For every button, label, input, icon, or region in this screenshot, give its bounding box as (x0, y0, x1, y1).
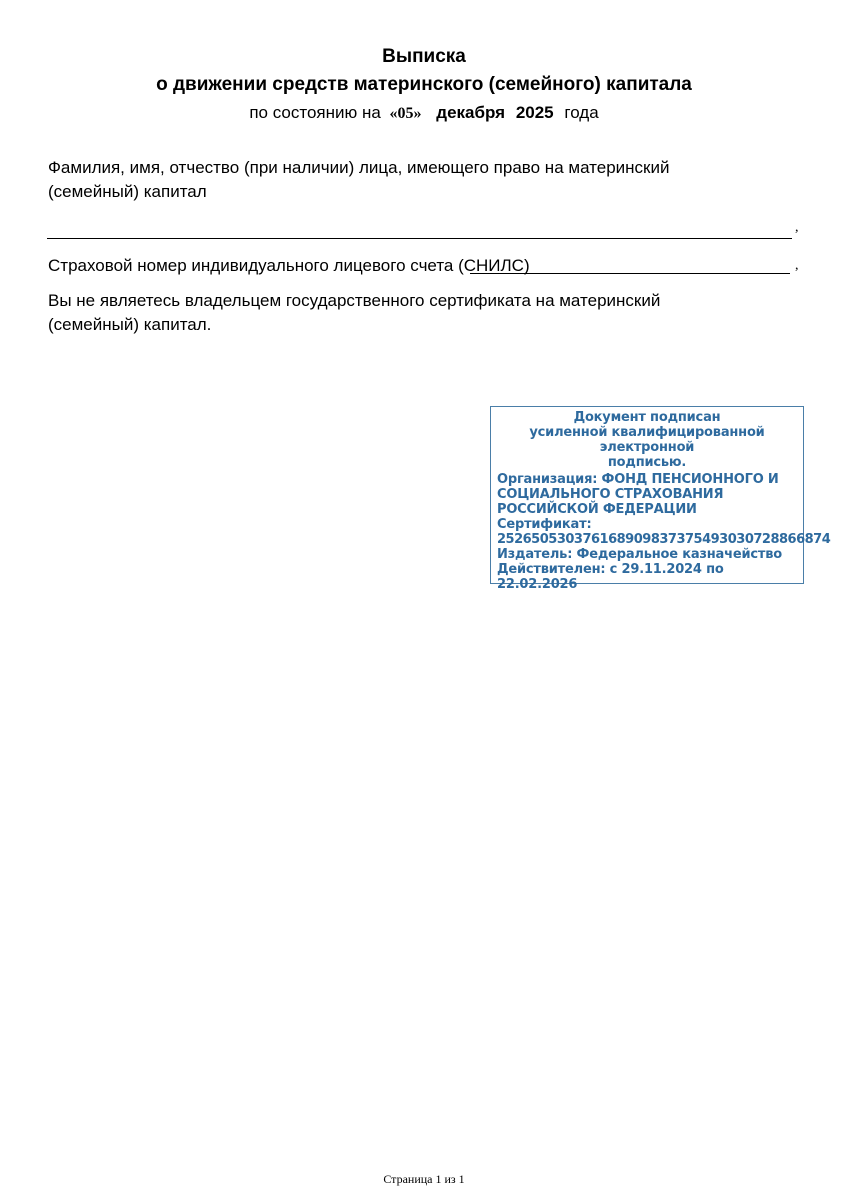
fio-field-line (47, 238, 792, 239)
document-title: Выписка (382, 46, 466, 67)
stamp-line4: подписью. (607, 455, 687, 470)
document-subtitle: о движении средств материнского (семейного) капитала (156, 74, 692, 95)
date-suffix: года (564, 103, 599, 122)
stamp-validity: Действителен: с 29.11.2024 по 22.02.2026 (497, 562, 724, 592)
date-prefix: по состоянию на (249, 103, 381, 122)
snils-label: Страховой номер индивидуального лицевого счета (СНИЛС) (48, 256, 530, 275)
date-month: декабря (436, 103, 506, 122)
certificate-status-message: Вы не являетесь владельцем государственного сертификата на материнский (семейный) капитал. (48, 291, 661, 334)
fio-comma: , (795, 220, 799, 235)
stamp-line2: усиленной квалифицированной (529, 425, 765, 440)
stamp-certificate-number: 252650530376168909837375493030728866874 (497, 532, 831, 547)
page-number: Страница 1 из 1 (383, 1172, 465, 1186)
electronic-signature-stamp (490, 406, 831, 592)
fio-label: Фамилия, имя, отчество (при наличии) лица, имеющего право на материнский (семейный) капитал (48, 158, 670, 201)
date-year: 2025 (515, 103, 554, 122)
snils-comma: , (795, 258, 799, 273)
document-date (0, 103, 848, 123)
stamp-line1: Документ подписан (573, 410, 721, 425)
stamp-organization: Организация: ФОНД ПЕНСИОННОГО И СОЦИАЛЬНОГО СТРАХОВАНИЯ РОССИЙСКОЙ ФЕДЕРАЦИИ (497, 472, 779, 517)
stamp-issuer: Издатель: Федеральное казначейство (497, 547, 782, 562)
stamp-line3: электронной (599, 440, 695, 455)
date-day: «05» (389, 105, 422, 122)
stamp-certificate-label: Сертификат: (497, 517, 592, 532)
snils-field-line (470, 273, 790, 274)
